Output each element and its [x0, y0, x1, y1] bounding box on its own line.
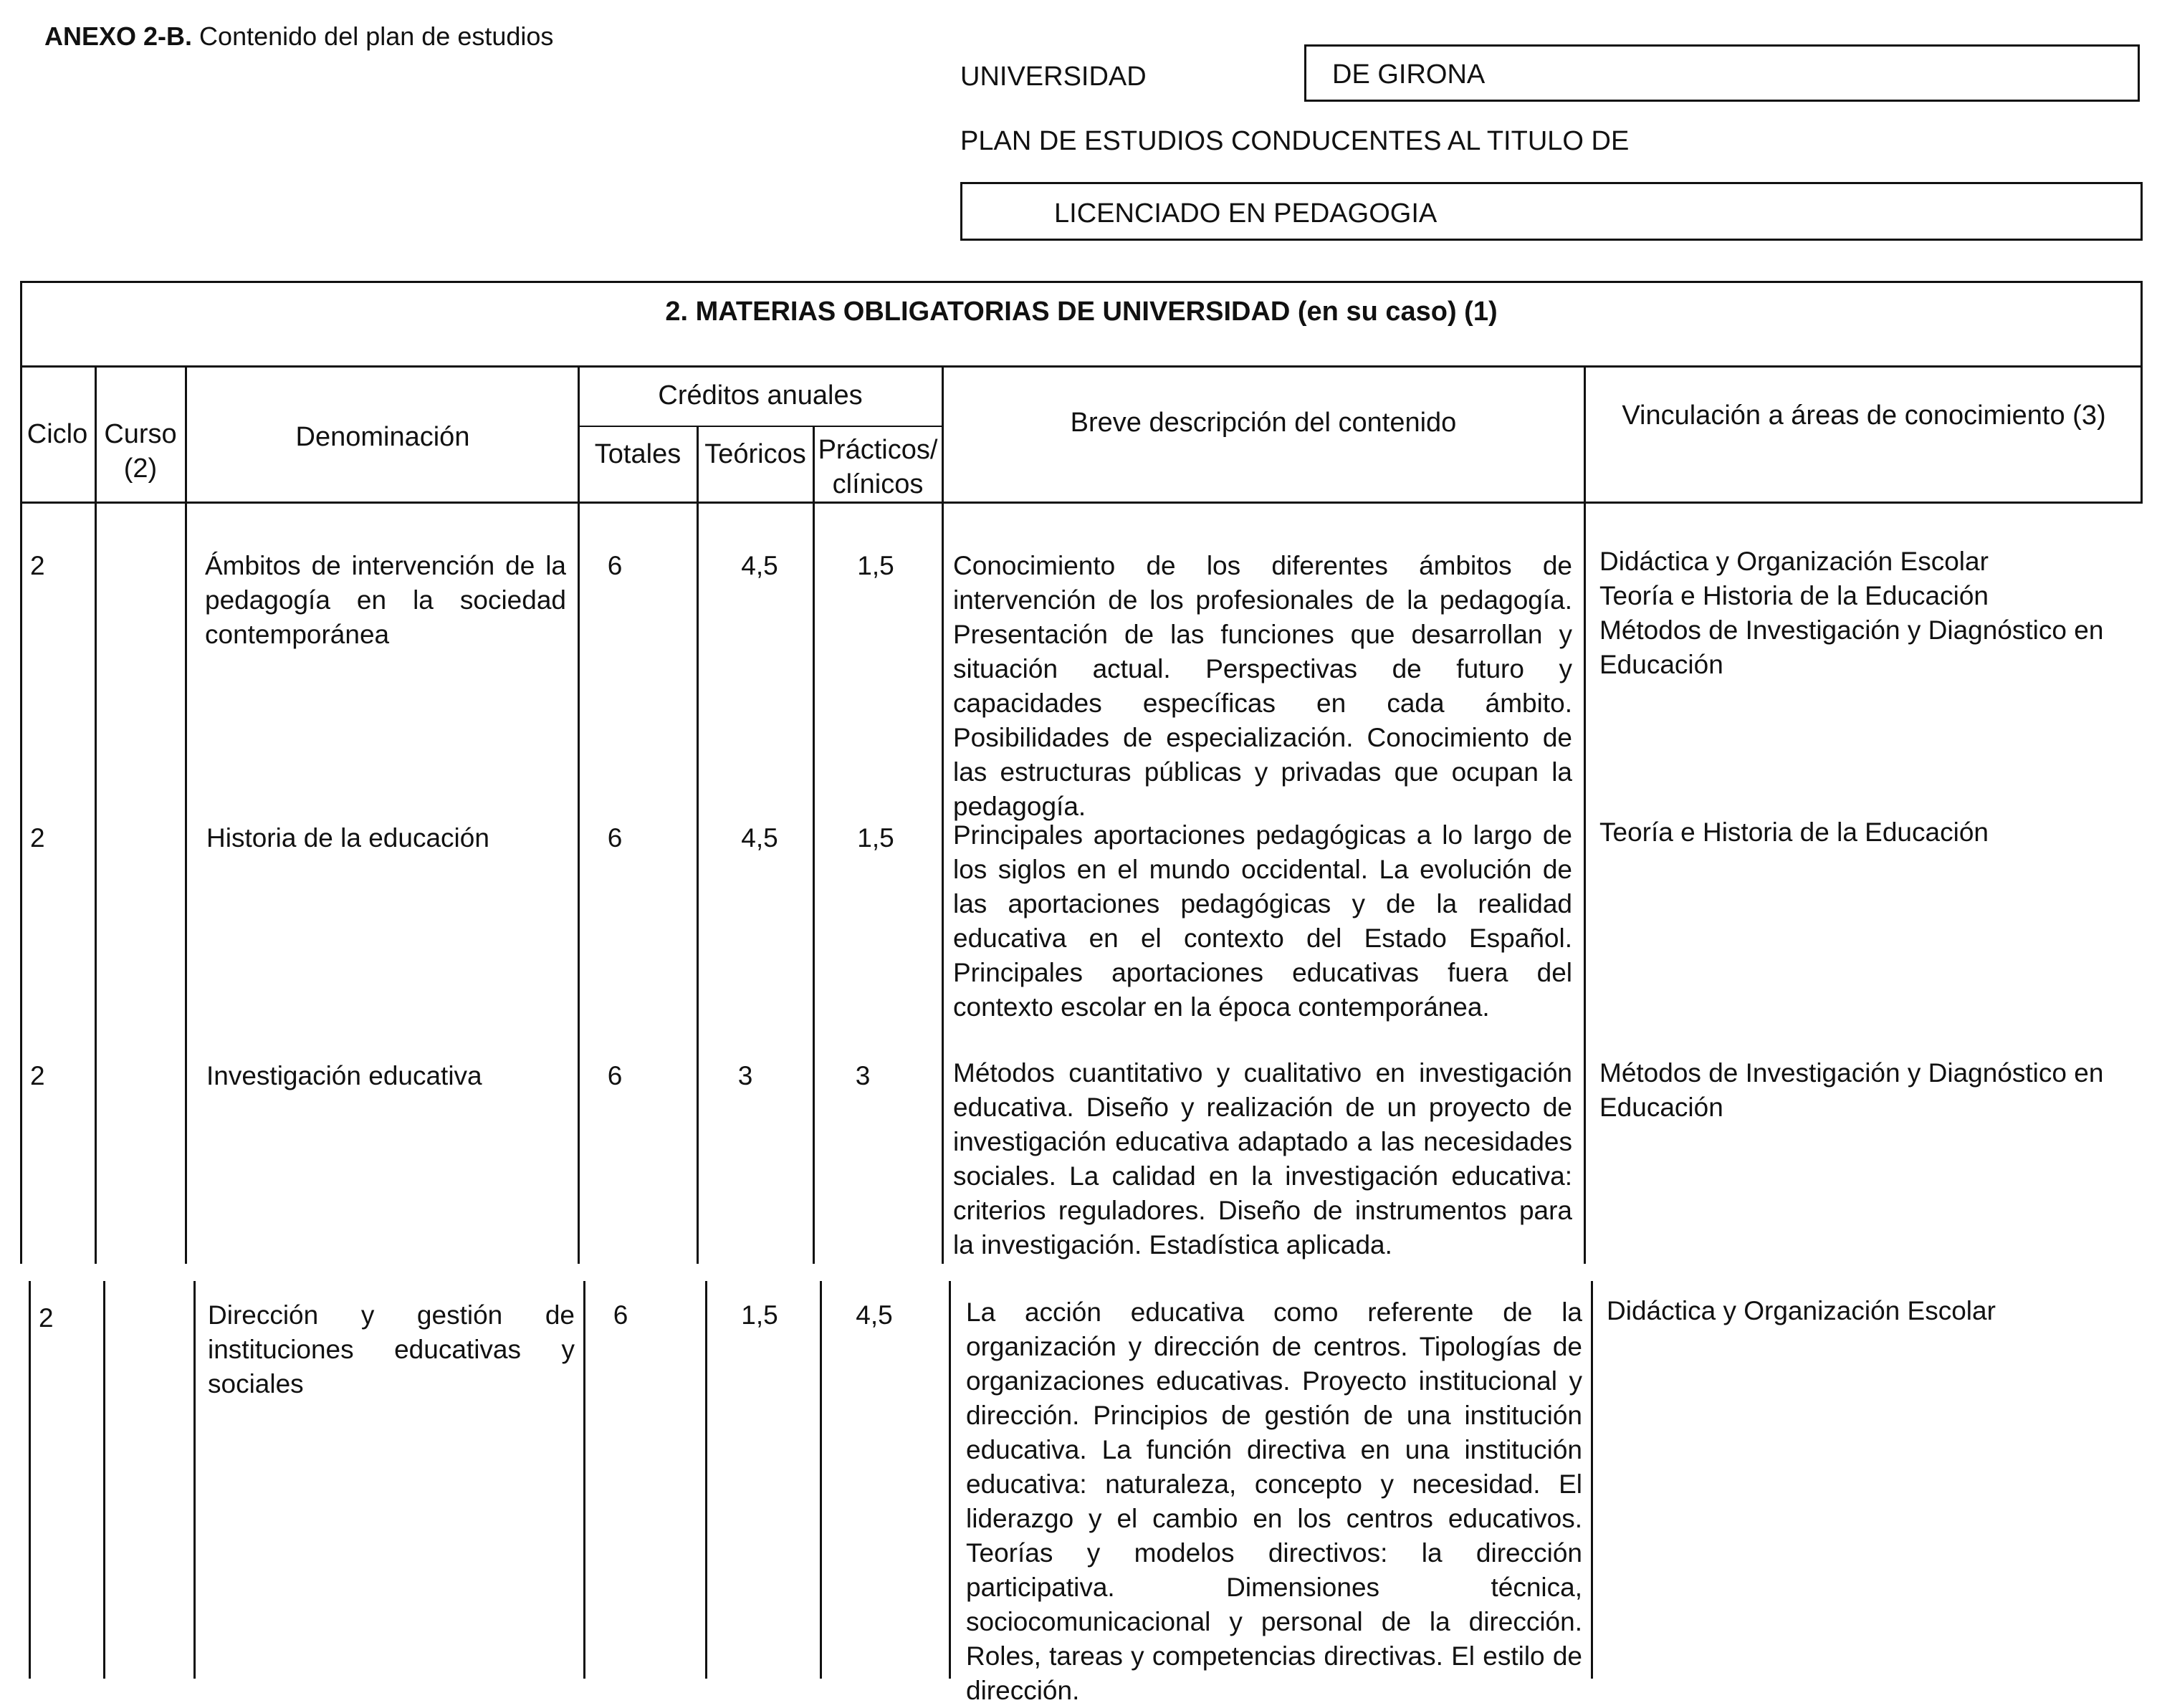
cell-practicos: 4,5 [856, 1300, 893, 1330]
cell-descripcion: Principales aportaciones pedagógicas a lo largo de los siglos en el mundo occidental. La evolución de las aportaciones pedagógicas y de la realidad educativa en el contexto del Estado Español. Principales aportaciones educativas fuera del contexto escolar en la época contemporánea. [953, 820, 1572, 1022]
cell-vinculacion: Didáctica y Organización Escolar Teoría e Historia de la Educación Métodos de Investigación y Diagnóstico en Educación [1599, 547, 2104, 679]
cell-totales: 6 [607, 551, 623, 580]
cell-descripcion: Métodos cuantitativo y cualitativo en investigación educativa. Diseño y realización de un proyecto de investigación educativa adaptado a las necesidades sociales. La calidad en la investigación educativa: criterios reguladores. Diseño de instrumentos para la investigación. Estadística aplicada. [953, 1058, 1572, 1260]
cell-ciclo: 2 [30, 551, 45, 580]
cell-vinculacion: Métodos de Investigación y Diagnóstico en Educación [1599, 1058, 2104, 1122]
header-ciclo: Ciclo [27, 419, 88, 449]
header-teoricos: Teóricos [704, 439, 806, 469]
cell-practicos: 1,5 [857, 551, 894, 580]
cell-totales: 6 [607, 823, 623, 853]
cell-teoricos: 4,5 [741, 823, 778, 853]
plan-label: PLAN DE ESTUDIOS CONDUCENTES AL TITULO DE [960, 126, 1630, 156]
cell-practicos: 1,5 [857, 823, 894, 853]
university-label: UNIVERSIDAD [960, 62, 1147, 92]
header-descripcion: Breve descripción del contenido [1070, 408, 1457, 438]
section-title: 2. MATERIAS OBLIGATORIAS DE UNIVERSIDAD (en su caso) (1) [665, 297, 1498, 327]
cell-ciclo: 2 [30, 823, 45, 853]
cell-vinculacion: Didáctica y Organización Escolar [1607, 1296, 1996, 1325]
header-vinculacion: Vinculación a áreas de conocimiento (3) [1622, 400, 2106, 431]
cell-practicos: 3 [855, 1061, 871, 1090]
header-curso: Curso (2) [104, 419, 177, 484]
cell-teoricos: 4,5 [741, 551, 778, 580]
cell-totales: 6 [613, 1300, 628, 1330]
cell-denominacion: Historia de la educación [206, 823, 489, 853]
cell-teoricos: 3 [737, 1061, 753, 1090]
cell-denominacion: Ámbitos de intervención de la pedagogía en la sociedad contemporánea [205, 551, 566, 649]
annex-title: ANEXO 2-B. Contenido del plan de estudios [44, 21, 554, 51]
header-creditos: Créditos anuales [658, 380, 863, 411]
cell-ciclo: 2 [39, 1303, 54, 1333]
university-value-box: DE GIRONA [1304, 44, 2140, 102]
header-denominacion: Denominación [295, 422, 470, 452]
cell-vinculacion: Teoría e Historia de la Educación [1599, 817, 1989, 847]
header-totales: Totales [594, 439, 681, 469]
cell-totales: 6 [607, 1061, 623, 1090]
cell-denominacion: Dirección y gestión de instituciones educativas y sociales [208, 1300, 575, 1398]
cell-descripcion: Conocimiento de los diferentes ámbitos de intervención de los profesionales de la pedagogía. Presentación de las funciones que desarrollan y situación actual. Perspectivas de futuro y capacidades específicas en cada ámbito. Posibilidades de especialización. Conocimiento de las estructuras públicas y privadas que ocupan la pedagogía. [953, 551, 1572, 821]
header-practicos: Prácticos/ clínicos [818, 435, 938, 499]
cell-denominacion: Investigación educativa [206, 1061, 482, 1090]
degree-value-box: LICENCIADO EN PEDAGOGIA [960, 182, 2143, 241]
cell-teoricos: 1,5 [741, 1300, 778, 1330]
cell-descripcion: La acción educativa como referente de la organización y dirección de centros. Tipologías de organizaciones educativas. Proyecto institucional y dirección. Principios de gestión de una institución educativa. La función directiva en una institución educativa: naturaleza, concepto y necesidad. El liderazgo y el cambio en los centros educativos. Teorías y modelos directivos: la dirección participativa. Dimensiones técnica, sociocomunicacional y personal de la dirección. Roles, tareas y competencias directivas. El estilo de dirección. [966, 1297, 1582, 1705]
cell-ciclo: 2 [30, 1061, 45, 1090]
